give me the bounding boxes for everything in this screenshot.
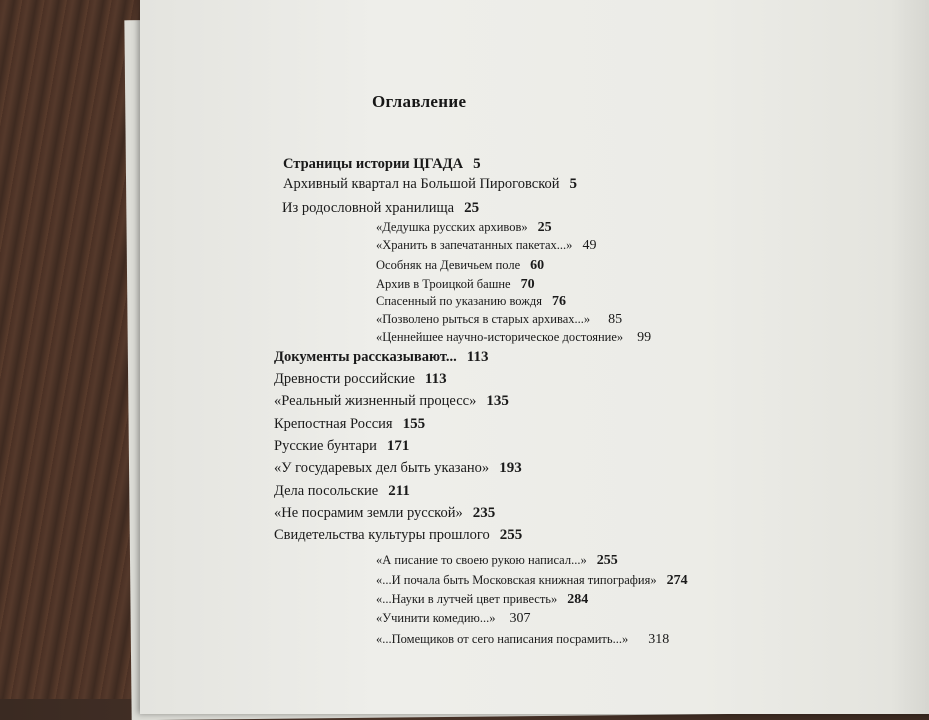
- toc-entry-text: «Не посрамим земли русской»: [274, 505, 463, 521]
- toc-entry-text: «...И почала быть Московская книжная типография»: [376, 573, 657, 587]
- toc-page-number: 113: [424, 371, 447, 387]
- toc-entry-text: Дела посольские: [274, 483, 379, 499]
- toc-entry: [274, 527, 522, 544]
- toc-page-number: 113: [466, 349, 489, 365]
- toc-entry: [282, 200, 479, 217]
- toc-subentry: [376, 277, 535, 293]
- toc-entry: [283, 176, 577, 193]
- toc-subentry: [376, 258, 544, 274]
- toc-subentry: [376, 553, 618, 569]
- toc-entry: [274, 460, 522, 477]
- toc-entry-text: «Дедушка русских архивов»: [376, 220, 528, 234]
- toc-page-number: 49: [582, 238, 597, 253]
- toc-subentry: [376, 294, 566, 310]
- toc-subentry: [376, 238, 596, 254]
- toc-entry-text: Русские бунтари: [274, 438, 377, 454]
- toc-page-number: 193: [499, 460, 522, 476]
- toc-page-number: 274: [666, 573, 688, 588]
- toc-page-number: 155: [402, 416, 426, 432]
- toc-page-number: 60: [530, 258, 545, 273]
- toc-subentry: [376, 330, 651, 346]
- toc-page-number: 99: [637, 330, 652, 345]
- toc-entry: [274, 483, 410, 500]
- toc-entry-section: [283, 156, 481, 173]
- toc-subentry: [376, 611, 531, 627]
- toc-page-number: 85: [608, 312, 623, 327]
- toc-entry: [274, 371, 447, 388]
- toc-page-number: 5: [569, 176, 578, 192]
- toc-entry-text: Спасенный по указанию вождя: [376, 294, 542, 308]
- toc-entry: [274, 505, 495, 522]
- toc-entry-text: «Хранить в запечатанных пакетах...»: [376, 238, 573, 252]
- toc-entry-text: «Ценнейшее научно-историческое достояние»: [376, 330, 624, 344]
- toc-page-number: 25: [464, 200, 480, 216]
- toc-entry-text: «...Науки в лутчей цвет привесть»: [376, 592, 558, 606]
- toc-page-number: 171: [386, 438, 410, 454]
- toc-entry-text: Свидетельства культуры прошлого: [274, 527, 490, 543]
- toc-page-number: 211: [388, 483, 410, 499]
- toc-entry-text: «А писание то своею рукою написал...»: [376, 553, 587, 567]
- toc-page-number: 307: [509, 611, 531, 626]
- toc-subentry: [376, 592, 588, 608]
- toc-entry-text: Крепостная Россия: [274, 416, 393, 432]
- toc-subentry: [376, 573, 688, 589]
- toc-page-number: 235: [472, 505, 496, 521]
- toc-entry-text: Страницы истории ЦГАДА: [283, 156, 464, 172]
- toc-entry-text: Архив в Троицкой башне: [376, 277, 511, 291]
- toc-entry-section: [274, 349, 488, 366]
- page-title: Оглавление: [372, 92, 467, 111]
- toc-entry-text: «Учинити комедию...»: [376, 611, 496, 625]
- toc-page-number: 76: [552, 294, 566, 309]
- toc-entry-text: Древности российские: [274, 371, 415, 387]
- toc-entry: [274, 393, 509, 410]
- toc-page-number: 5: [473, 156, 481, 172]
- toc-entry-text: «Позволено рыться в старых архивах...»: [376, 312, 591, 326]
- toc-subentry: [376, 220, 552, 236]
- toc-page-number: 135: [486, 393, 509, 409]
- toc-page-number: 70: [520, 277, 535, 292]
- toc-entry-text: Архивный квартал на Большой Пироговской: [283, 176, 560, 192]
- toc-entry-text: Документы рассказывают...: [274, 349, 457, 365]
- toc-subentry: [376, 312, 622, 328]
- toc-entry: [274, 416, 425, 433]
- toc-entry-text: «Реальный жизненный процесс»: [274, 393, 477, 409]
- toc-entry-text: «У государевых дел быть указано»: [274, 460, 490, 476]
- toc-page-number: 255: [499, 527, 523, 543]
- page-fold-shadow: [890, 0, 929, 714]
- toc-page-number: 255: [596, 553, 618, 568]
- toc-page-number: 25: [537, 220, 552, 235]
- toc-page-number: 318: [648, 632, 670, 647]
- toc-entry-text: «...Помещиков от сего написания посрамить...»: [376, 632, 629, 646]
- toc-entry-text: Особняк на Девичьем поле: [376, 258, 521, 272]
- toc-subentry: [376, 632, 669, 648]
- toc-entry: [274, 438, 409, 455]
- toc-page-number: 284: [567, 592, 589, 607]
- toc-entry-text: Из родословной хранилища: [282, 200, 455, 216]
